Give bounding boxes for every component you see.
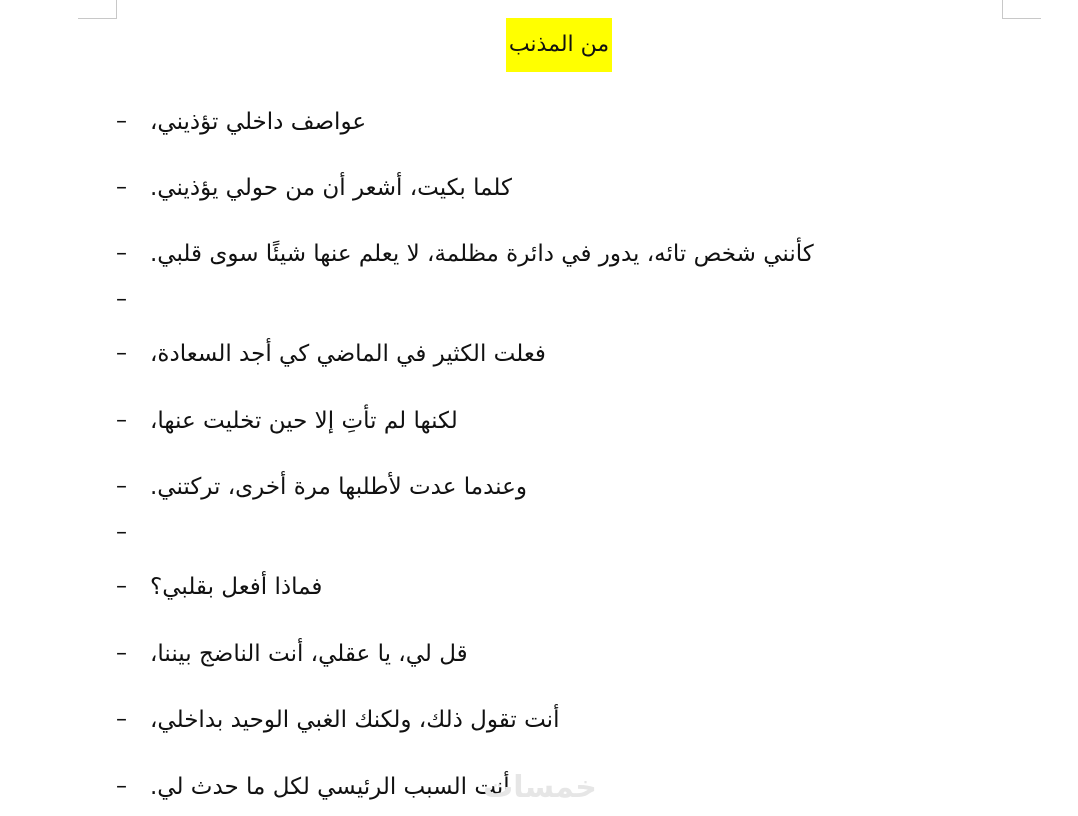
dash-bullet: – — [116, 574, 127, 599]
poem-line — [116, 104, 876, 140]
dash-bullet: – — [116, 641, 127, 666]
dash-bullet: – — [116, 774, 127, 799]
dash-bullet: – — [116, 707, 127, 732]
poem-line — [116, 403, 876, 439]
poem-line — [116, 515, 876, 551]
poem-line — [116, 282, 876, 318]
dash-bullet: – — [116, 287, 127, 312]
dash-bullet: – — [116, 241, 127, 266]
dash-bullet: – — [116, 341, 127, 366]
dash-bullet: – — [116, 109, 127, 134]
page-corner-mark-right — [1002, 0, 1041, 19]
poem-line — [116, 702, 876, 738]
document-title: من المذنب — [506, 18, 612, 72]
poem-line-text: وعندما عدت لأطلبها مرة أخرى، تركتني. — [150, 474, 527, 500]
page-corner-mark-left — [78, 0, 117, 19]
poem-line-text: كلما بكيت، أشعر أن من حولي يؤذيني. — [150, 175, 512, 201]
poem-line-text: أنت السبب الرئيسي لكل ما حدث لي. — [150, 774, 510, 800]
poem-line — [116, 636, 876, 672]
poem-line-text: فعلت الكثير في الماضي كي أجد السعادة، — [150, 341, 546, 367]
poem-line-text: عواصف داخلي تؤذيني، — [150, 109, 367, 135]
watermark-logo: خمسات — [483, 770, 597, 805]
dash-bullet: – — [116, 520, 127, 545]
dash-bullet: – — [116, 474, 127, 499]
poem-line — [116, 170, 876, 206]
poem-line — [116, 569, 876, 605]
poem-line — [116, 469, 876, 505]
dash-bullet: – — [116, 408, 127, 433]
poem-line-text: قل لي، يا عقلي، أنت الناضج بيننا، — [150, 641, 468, 667]
poem-line — [116, 236, 876, 272]
poem-line-text: أنت تقول ذلك، ولكنك الغبي الوحيد بداخلي، — [150, 707, 560, 733]
poem-line-text: فماذا أفعل بقلبي؟ — [150, 574, 323, 600]
poem-line — [116, 336, 876, 372]
dash-bullet: – — [116, 175, 127, 200]
poem-line-text: كأنني شخص تائه، يدور في دائرة مظلمة، لا يعلم عنها شيئًا سوى قلبي. — [150, 241, 814, 267]
poem-line-text: لكنها لم تأتِ إلا حين تخليت عنها، — [150, 408, 458, 434]
